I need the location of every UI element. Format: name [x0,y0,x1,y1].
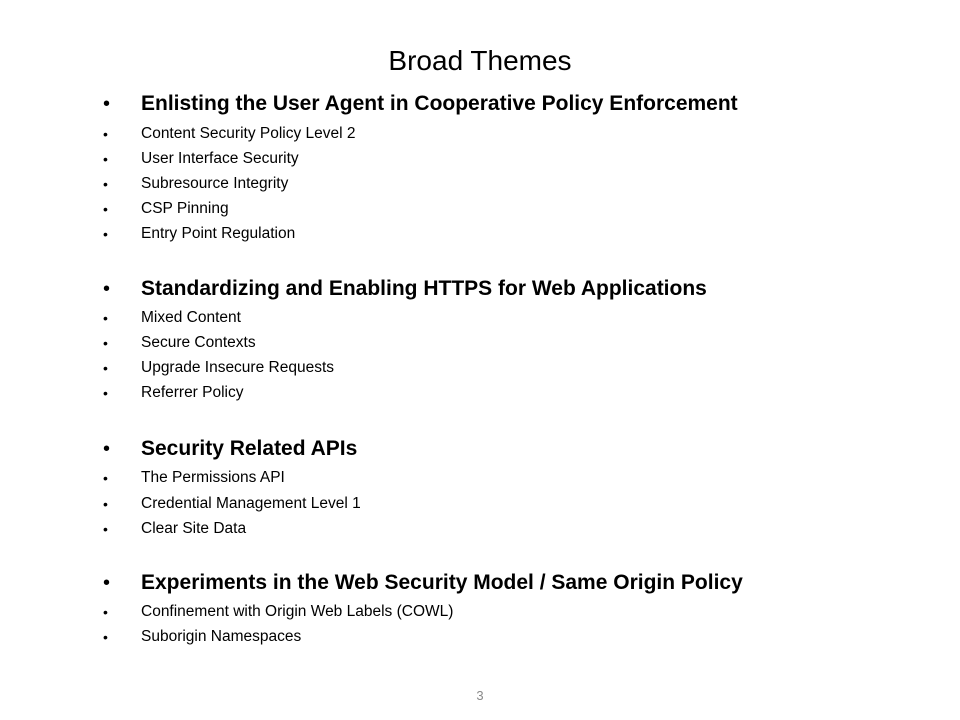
bullet-icon: • [103,604,108,620]
bullet-icon: • [103,151,108,167]
bullet-icon: • [103,385,108,401]
bullet-icon: • [103,176,108,192]
bullet-icon: • [103,335,108,351]
list-item-label: Suborigin Namespaces [141,628,302,645]
bullet-icon: • [103,572,111,594]
bullet-icon: • [103,201,108,217]
section-heading: Enlisting the User Agent in Cooperative Policy Enforcement [141,92,738,115]
list-item-label: User Interface Security [141,150,299,167]
bullet-icon: • [103,521,108,537]
bullet-icon: • [103,226,108,242]
section-heading: Experiments in the Web Security Model / Same Origin Policy [141,571,743,594]
page-number: 3 [476,688,484,703]
bullet-icon: • [103,470,108,486]
bullet-icon: • [103,360,108,376]
bullet-icon: • [103,438,111,460]
bullet-icon: • [103,126,108,142]
section-heading: Security Related APIs [141,437,358,460]
slide-title: Broad Themes [388,45,572,76]
list-item-label: CSP Pinning [141,200,229,217]
list-item-label: Referrer Policy [141,384,244,401]
bullet-icon: • [103,496,108,512]
bullet-icon: • [103,278,111,300]
list-item-label: Confinement with Origin Web Labels (COWL) [141,603,454,620]
list-item-label: Secure Contexts [141,334,256,351]
list-item-label: Subresource Integrity [141,175,289,192]
list-item-label: Credential Management Level 1 [141,495,361,512]
list-item-label: Content Security Policy Level 2 [141,125,356,142]
list-item-label: Clear Site Data [141,520,247,537]
list-item-label: Entry Point Regulation [141,225,296,242]
bullet-icon: • [103,629,108,645]
section-heading: Standardizing and Enabling HTTPS for Web Applications [141,277,707,300]
list-item-label: The Permissions API [141,469,285,486]
list-item-label: Mixed Content [141,309,241,326]
list-item-label: Upgrade Insecure Requests [141,359,335,376]
bullet-icon: • [103,93,111,115]
bullet-icon: • [103,310,108,326]
